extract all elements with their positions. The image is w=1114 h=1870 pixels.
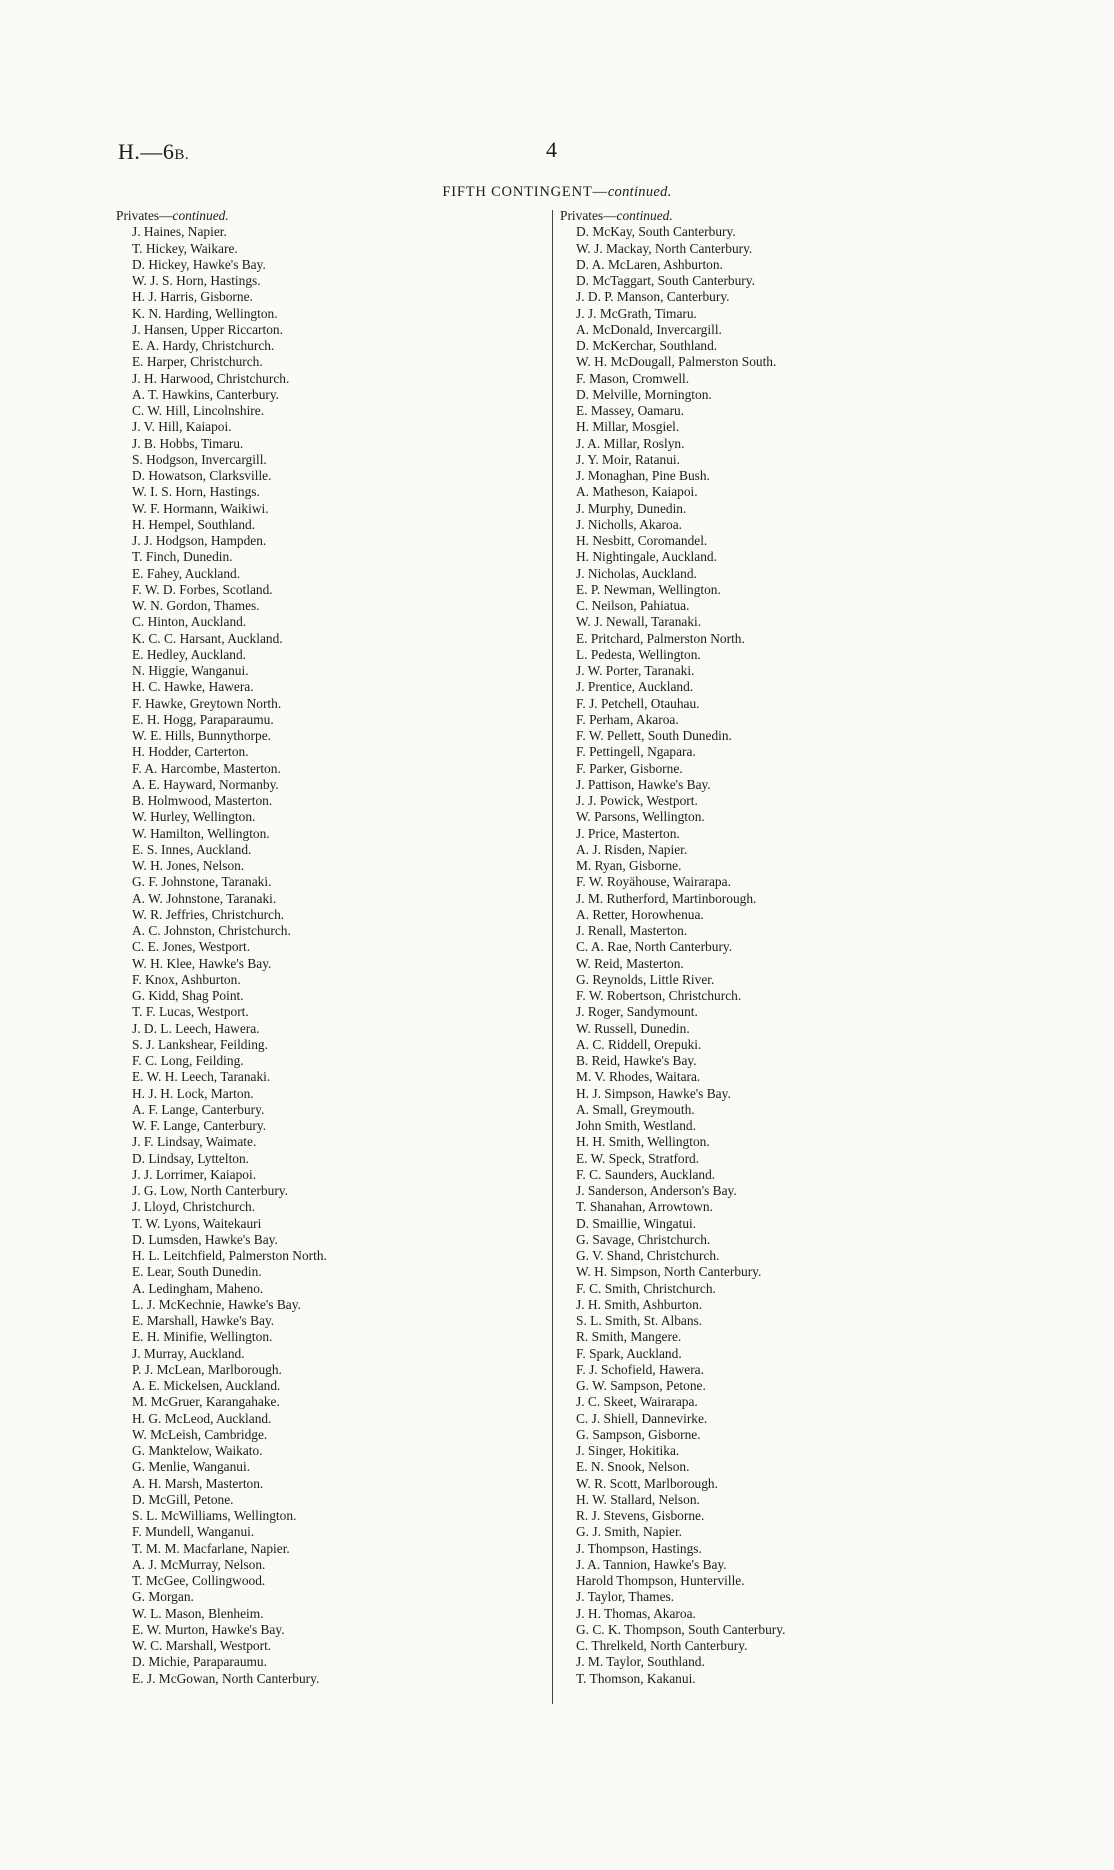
list-item: B. Reid, Hawke's Bay.	[576, 1053, 697, 1068]
list-item: A. F. Lange, Canterbury.	[132, 1101, 265, 1117]
list-item: F. Mason, Cromwell.	[576, 370, 690, 386]
list-item: J. Nicholls, Akaroa.	[576, 516, 682, 532]
list-item: F. Perham, Akaroa.	[576, 711, 679, 727]
list-item: D. Michie, Paraparaumu.	[132, 1654, 267, 1670]
list-item: J. F. Lindsay, Waimate.	[132, 1134, 257, 1150]
list-item: J. B. Hobbs, Timaru.	[132, 435, 244, 451]
list-item: G. Morgan.	[132, 1589, 194, 1605]
list-item: A. T. Hawkins, Canterbury.	[132, 386, 280, 402]
list-item: W. R. Jeffries, Christchurch.	[132, 906, 285, 922]
list-item: F. Spark, Auckland.	[576, 1345, 682, 1361]
list-item: D. Howatson, Clarksville.	[132, 468, 272, 483]
list-item: A. Small, Greymouth.	[576, 1101, 695, 1117]
list-item: T. M. M. Macfarlane, Napier.	[132, 1540, 290, 1556]
list-item: W. H. Simpson, North Canterbury.	[576, 1264, 762, 1280]
list-item: John Smith, Westland.	[576, 1118, 696, 1133]
list-item: K. C. C. Harsant, Auckland.	[132, 630, 283, 646]
list-item: W. C. Marshall, Westport.	[132, 1638, 272, 1653]
list-item: J. Singer, Hokitika.	[576, 1443, 680, 1458]
list-item: A. Ledingham, Maheno.	[132, 1280, 264, 1296]
list-item: T. Thomson, Kakanui.	[576, 1670, 696, 1686]
list-item: J. Lloyd, Christchurch.	[132, 1199, 256, 1215]
list-item: J. Roger, Sandymount.	[576, 1004, 698, 1020]
list-item: N. Higgie, Wanganui.	[132, 663, 249, 678]
list-item: E. H. Hogg, Paraparaumu.	[132, 711, 274, 727]
list-item: W. F. Hormann, Waikiwi.	[132, 500, 269, 516]
list-item: C. Neilson, Pahiatua.	[576, 598, 690, 613]
list-item: W. F. Lange, Canterbury.	[132, 1118, 267, 1133]
list-item: E. N. Snook, Nelson.	[576, 1459, 690, 1475]
list-item: A. H. Marsh, Masterton.	[132, 1475, 264, 1491]
list-item: E. Marshall, Hawke's Bay.	[132, 1313, 275, 1328]
list-item: D. Smaillie, Wingatui.	[576, 1215, 697, 1231]
list-item: W. Hamilton, Wellington.	[132, 825, 270, 841]
list-item: A. Retter, Horowhenua.	[576, 906, 704, 922]
list-item: B. Holmwood, Masterton.	[132, 793, 273, 808]
list-item: F. J. Petchell, Otauhau.	[576, 695, 700, 711]
list-item: R. Smith, Mangere.	[576, 1329, 682, 1345]
list-item: H. C. Hawke, Hawera.	[132, 679, 254, 695]
list-item: F. J. Schofield, Hawera.	[576, 1361, 704, 1377]
list-item: C. J. Shiell, Dannevirke.	[576, 1410, 708, 1426]
list-item: T. W. Lyons, Waitekauri	[132, 1215, 262, 1231]
right-column	[560, 208, 785, 1687]
list-item: S. Hodgson, Invercargill.	[132, 451, 267, 467]
right-column-label-text: Privates—	[560, 208, 617, 223]
list-item: S. J. Lankshear, Feilding.	[132, 1036, 268, 1052]
list-item: W. J. S. Horn, Hastings.	[132, 273, 261, 288]
list-item: W. E. Hills, Bunnythorpe.	[132, 728, 271, 743]
list-item: W. J. Newall, Taranaki.	[576, 614, 702, 630]
list-item: T. Shanahan, Arrowtown.	[576, 1199, 713, 1215]
list-item: J. M. Rutherford, Martinborough.	[576, 890, 757, 906]
list-item: E. Pritchard, Palmerston North.	[576, 630, 745, 646]
list-item: J. V. Hill, Kaiapoi.	[132, 419, 232, 435]
list-item: A. J. McMurray, Nelson.	[132, 1556, 266, 1572]
list-item: J. H. Smith, Ashburton.	[576, 1296, 703, 1312]
list-item: A. C. Riddell, Orepuki.	[576, 1036, 702, 1052]
list-item: P. J. McLean, Marlborough.	[132, 1361, 282, 1377]
list-item: S. L. Smith, St. Albans.	[576, 1313, 703, 1328]
section-heading-suffix: continued.	[607, 184, 672, 200]
list-item: C. A. Rae, North Canterbury.	[576, 939, 733, 955]
list-item: A. McDonald, Invercargill.	[576, 321, 722, 337]
list-item: D. Hickey, Hawke's Bay.	[132, 256, 266, 272]
list-item: W. McLeish, Cambridge.	[132, 1426, 268, 1442]
list-item: J. D. P. Manson, Canterbury.	[576, 289, 730, 305]
list-item: A. C. Johnston, Christchurch.	[132, 923, 291, 938]
list-item: J. Hansen, Upper Riccarton.	[132, 321, 283, 337]
list-item: R. J. Stevens, Gisborne.	[576, 1508, 705, 1523]
list-item: J. H. Thomas, Akaroa.	[576, 1605, 696, 1621]
list-item: D. A. McLaren, Ashburton.	[576, 256, 723, 272]
list-item: F. W. Robertson, Christchurch.	[576, 988, 742, 1003]
list-item: F. A. Harcombe, Masterton.	[132, 760, 281, 776]
list-item: G. W. Sampson, Petone.	[576, 1378, 706, 1393]
list-item: D. McGill, Petone.	[132, 1491, 234, 1507]
list-item: J. A. Tannion, Hawke's Bay.	[576, 1556, 727, 1572]
list-item: A. E. Mickelsen, Auckland.	[132, 1378, 281, 1393]
list-item: J. Price, Masterton.	[576, 825, 680, 841]
list-item: Harold Thompson, Hunterville.	[576, 1573, 745, 1588]
list-item: H. Nesbitt, Coromandel.	[576, 533, 708, 548]
list-item: F. W. Royähouse, Wairarapa.	[576, 874, 731, 890]
right-column-label	[560, 208, 785, 224]
list-item: D. McKay, South Canterbury.	[576, 224, 736, 240]
list-item: J. J. Hodgson, Hampden.	[132, 533, 267, 548]
page-reference-main: H.—6	[118, 139, 175, 164]
right-name-list	[560, 224, 785, 1687]
list-item: W. H. McDougall, Palmerston South.	[576, 354, 777, 370]
list-item: F. Knox, Ashburton.	[132, 971, 241, 987]
list-item: E. Massey, Oamaru.	[576, 403, 685, 418]
list-item: G. Savage, Christchurch.	[576, 1231, 711, 1247]
list-item: E. Lear, South Dunedin.	[132, 1264, 262, 1280]
list-item: E. Hedley, Auckland.	[132, 646, 247, 662]
list-item: K. N. Harding, Wellington.	[132, 305, 278, 321]
list-item: F. W. D. Forbes, Scotland.	[132, 581, 273, 597]
list-item: W. L. Mason, Blenheim.	[132, 1605, 264, 1621]
list-item: E. W. H. Leech, Taranaki.	[132, 1069, 271, 1085]
list-item: J. Nicholas, Auckland.	[576, 565, 697, 581]
list-item: D. McTaggart, South Canterbury.	[576, 273, 755, 288]
list-item: E. Harper, Christchurch.	[132, 354, 263, 370]
list-item: A. W. Johnstone, Taranaki.	[132, 890, 277, 906]
list-item: F. Pettingell, Ngapara.	[576, 744, 696, 760]
list-item: W. H. Jones, Nelson.	[132, 858, 245, 873]
list-item: J. M. Taylor, Southland.	[576, 1654, 705, 1670]
list-item: J. Haines, Napier.	[132, 224, 227, 240]
list-item: W. Parsons, Wellington.	[576, 809, 705, 825]
list-item: G. Manktelow, Waikato.	[132, 1443, 263, 1458]
page-reference-suffix: B.	[174, 147, 190, 163]
list-item: E. Fahey, Auckland.	[132, 565, 241, 581]
list-item: F. C. Smith, Christchurch.	[576, 1280, 716, 1296]
list-item: F. Mundell, Wanganui.	[132, 1524, 255, 1540]
list-item: T. Finch, Dunedin.	[132, 549, 233, 565]
list-item: W. J. Mackay, North Canterbury.	[576, 240, 753, 256]
list-item: E. A. Hardy, Christchurch.	[132, 338, 275, 353]
list-item: C. Hinton, Auckland.	[132, 614, 247, 630]
list-item: D. Lindsay, Lyttelton.	[132, 1150, 250, 1166]
list-item: J. G. Low, North Canterbury.	[132, 1183, 288, 1198]
list-item: T. McGee, Collingwood.	[132, 1573, 266, 1588]
list-item: S. L. McWilliams, Wellington.	[132, 1508, 297, 1523]
list-item: W. Reid, Masterton.	[576, 955, 684, 971]
list-item: H. Nightingale, Auckland.	[576, 549, 717, 565]
list-item: J. A. Millar, Roslyn.	[576, 435, 685, 451]
list-item: E. H. Minifie, Wellington.	[132, 1329, 273, 1345]
page-reference	[118, 139, 189, 165]
list-item: J. Renall, Masterton.	[576, 923, 688, 938]
list-item: H. H. Smith, Wellington.	[576, 1134, 710, 1150]
list-item: C. Threlkeld, North Canterbury.	[576, 1638, 748, 1653]
list-item: L. J. McKechnie, Hawke's Bay.	[132, 1296, 301, 1312]
section-heading-title: FIFTH CONTINGENT—	[442, 184, 608, 200]
list-item: F. C. Saunders, Auckland.	[576, 1166, 716, 1182]
list-item: H. J. Simpson, Hawke's Bay.	[576, 1085, 731, 1101]
list-item: J. D. L. Leech, Hawera.	[132, 1020, 260, 1036]
list-item: G. C. K. Thompson, South Canterbury.	[576, 1621, 786, 1637]
list-item: E. W. Speck, Stratford.	[576, 1150, 700, 1166]
list-item: W. Russell, Dunedin.	[576, 1020, 690, 1036]
list-item: J. J. McGrath, Timaru.	[576, 305, 697, 321]
left-column	[116, 208, 327, 1687]
right-column-label-suffix: continued.	[616, 208, 673, 223]
list-item: H. J. H. Lock, Marton.	[132, 1085, 254, 1101]
list-item: E. J. McGowan, North Canterbury.	[132, 1670, 320, 1686]
list-item: W. N. Gordon, Thames.	[132, 598, 260, 613]
list-item: J. Murray, Auckland.	[132, 1345, 245, 1361]
left-name-list	[116, 224, 327, 1687]
list-item: J. J. Powick, Westport.	[576, 793, 698, 808]
list-item: H. G. McLeod, Auckland.	[132, 1410, 272, 1426]
list-item: H. L. Leitchfield, Palmerston North.	[132, 1248, 327, 1263]
left-column-label-text: Privates—	[116, 208, 173, 223]
list-item: J. Murphy, Dunedin.	[576, 500, 687, 516]
list-item: J. J. Lorrimer, Kaiapoi.	[132, 1166, 257, 1182]
list-item: G. J. Smith, Napier.	[576, 1524, 683, 1540]
left-column-label-suffix: continued.	[172, 208, 229, 223]
list-item: W. H. Klee, Hawke's Bay.	[132, 955, 272, 971]
list-item: M. McGruer, Karangahake.	[132, 1394, 280, 1410]
list-item: E. P. Newman, Wellington.	[576, 581, 721, 597]
list-item: D. Lumsden, Hawke's Bay.	[132, 1231, 278, 1247]
page-number: 4	[546, 137, 557, 162]
list-item: W. R. Scott, Marlborough.	[576, 1475, 718, 1491]
list-item: J. Taylor, Thames.	[576, 1589, 675, 1605]
list-item: C. E. Jones, Westport.	[132, 939, 251, 955]
column-divider	[552, 210, 553, 1704]
list-item: F. Parker, Gisborne.	[576, 760, 683, 776]
list-item: J. Monaghan, Pine Bush.	[576, 468, 710, 483]
list-item: A. E. Hayward, Normanby.	[132, 776, 279, 792]
list-item: J. C. Skeet, Wairarapa.	[576, 1394, 698, 1410]
list-item: J. Thompson, Hastings.	[576, 1540, 702, 1556]
list-item: H. W. Stallard, Nelson.	[576, 1491, 700, 1507]
list-item: H. J. Harris, Gisborne.	[132, 289, 253, 305]
list-item: T. F. Lucas, Westport.	[132, 1004, 249, 1020]
section-heading	[0, 184, 1114, 201]
list-item: G. Menlie, Wanganui.	[132, 1459, 251, 1475]
list-item: M. Ryan, Gisborne.	[576, 858, 682, 873]
list-item: F. W. Pellett, South Dunedin.	[576, 728, 732, 743]
list-item: J. Sanderson, Anderson's Bay.	[576, 1183, 737, 1198]
list-item: J. Prentice, Auckland.	[576, 679, 694, 695]
list-item: F. C. Long, Feilding.	[132, 1053, 244, 1068]
list-item: H. Hempel, Southland.	[132, 516, 256, 532]
list-item: J. Pattison, Hawke's Bay.	[576, 776, 711, 792]
list-item: E. S. Innes, Auckland.	[132, 841, 252, 857]
list-item: G. Reynolds, Little River.	[576, 971, 715, 987]
list-item: J. W. Porter, Taranaki.	[576, 663, 695, 678]
list-item: J. H. Harwood, Christchurch.	[132, 370, 290, 386]
list-item: G. F. Johnstone, Taranaki.	[132, 874, 272, 890]
list-item: L. Pedesta, Wellington.	[576, 646, 701, 662]
list-item: W. Hurley, Wellington.	[132, 809, 256, 825]
list-item: G. V. Shand, Christchurch.	[576, 1248, 720, 1263]
list-item: G. Kidd, Shag Point.	[132, 988, 244, 1003]
list-item: E. W. Murton, Hawke's Bay.	[132, 1621, 285, 1637]
list-item: T. Hickey, Waikare.	[132, 240, 238, 256]
list-item: F. Hawke, Greytown North.	[132, 695, 282, 711]
list-item: D. Melville, Mornington.	[576, 386, 712, 402]
list-item: A. Matheson, Kaiapoi.	[576, 484, 698, 500]
list-item: D. McKerchar, Southland.	[576, 338, 718, 353]
left-column-label	[116, 208, 327, 224]
list-item: J. Y. Moir, Ratanui.	[576, 451, 680, 467]
list-item: W. I. S. Horn, Hastings.	[132, 484, 260, 500]
list-item: A. J. Risden, Napier.	[576, 841, 688, 857]
list-item: H. Hodder, Carterton.	[132, 744, 249, 760]
list-item: C. W. Hill, Lincolnshire.	[132, 403, 265, 418]
list-item: M. V. Rhodes, Waitara.	[576, 1069, 701, 1085]
list-item: H. Millar, Mosgiel.	[576, 419, 680, 435]
list-item: G. Sampson, Gisborne.	[576, 1426, 701, 1442]
